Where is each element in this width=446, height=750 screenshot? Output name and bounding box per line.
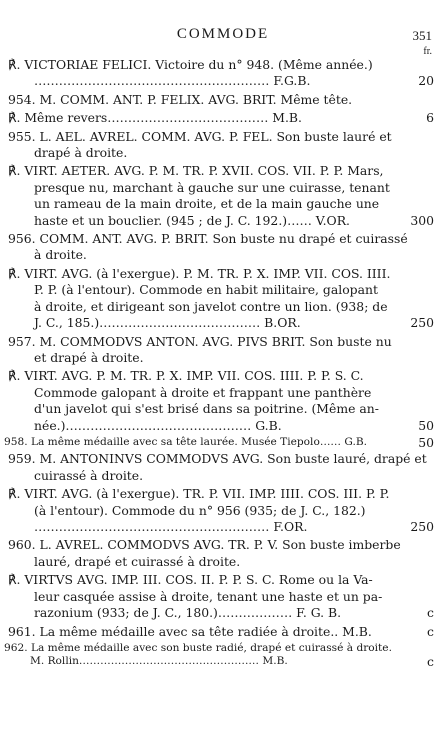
catalogue-entry <box>0 436 446 450</box>
price-value: 20 <box>418 73 434 89</box>
entry-text-line: (à l'entour). Commode du n° 956 (935; de J. C., 182.) <box>34 502 366 518</box>
entry-text-line: 962. La même médaille avec son buste radié, drapé et cuirassé à droite. <box>4 641 392 654</box>
catalogue-entries <box>0 55 446 669</box>
price-value: c <box>427 654 434 670</box>
entry-text-line: ℟. VIRTVS AVG. IMP. III. COS. II. P. P. S. C. Rome ou la Va- <box>8 572 373 588</box>
entry-text-line: drapé à droite. <box>34 145 128 161</box>
entry-text-line: Commode galopant à droite et frappant une panthère <box>34 384 372 400</box>
running-header <box>0 26 446 46</box>
catalogue-entry <box>0 642 446 669</box>
entry-text-line: ………………………………………………… F.G.B. <box>34 73 311 89</box>
entry-text-line: 958. La même médaille avec sa tête laurée. Musée Tiepolo…… G.B. <box>4 435 367 448</box>
entry-text-line: d'un javelot qui s'est brisé dans sa poitrine. (Même an- <box>34 401 379 417</box>
entry-text-line: leur casquée assise à droite, tenant une haste et un pa- <box>34 588 383 604</box>
price-value: 250 <box>410 519 434 535</box>
catalogue-entry <box>0 537 446 570</box>
entry-text-line: J. C., 185.)………………………………… B.OR. <box>34 315 301 331</box>
entry-text-line: 959. M. ANTONINVS COMMODVS AVG. Son buste lauré, drapé et <box>8 451 427 467</box>
entry-text-line: razonium (933; de J. C., 180.)……………… F. G. B. <box>34 605 342 621</box>
entry-text-line: 957. M. COMMODVS ANTON. AVG. PIVS BRIT. Son buste nu <box>8 333 392 349</box>
catalogue-entry <box>0 368 446 434</box>
catalogue-entry <box>0 110 446 126</box>
catalogue-entry <box>0 129 446 162</box>
entry-text-line: 960. L. AVREL. COMMODVS AVG. TR. P. V. Son buste imberbe <box>8 537 401 553</box>
price-value: c <box>427 623 434 639</box>
entry-text-line: cuirassé à droite. <box>34 467 144 483</box>
page-title: COMMODE <box>176 26 270 42</box>
entry-text-line: haste et un bouclier. (945 ; de J. C. 192.)…… V.OR. <box>34 212 350 228</box>
price-value: c <box>427 605 434 621</box>
entry-text-line: 956. COMM. ANT. AVG. P. BRIT. Son buste nu drapé et cuirassé <box>8 231 408 247</box>
entry-text-line: 961. La même médaille avec sa tête radiée à droite.. M.B. <box>8 623 372 639</box>
entry-text-line: et drapé à droite. <box>34 349 144 365</box>
entry-text-line: ℟. VIRT. AVG. (à l'exergue). TR. P. VII. IMP. IIII. COS. III. P. P. <box>8 486 390 502</box>
catalogue-entry <box>0 231 446 264</box>
catalogue-entry <box>0 451 446 484</box>
entry-text-line: un rameau de la main droite, et de la main gauche une <box>34 196 380 212</box>
entry-text-line: à droite. <box>34 247 87 263</box>
catalogue-entry <box>0 334 446 367</box>
price-value: 50 <box>418 417 434 433</box>
catalogue-entry <box>0 486 446 535</box>
price-value: 6 <box>426 110 434 126</box>
entry-text-line: ℟. Même revers………………………………… M.B. <box>8 110 302 126</box>
entry-text-line: à droite, et dirigeant son javelot contre un lion. (938; de <box>34 298 388 314</box>
price-column-label: fr. <box>423 46 432 57</box>
entry-text-line: née.)……………………………………… G.B. <box>34 417 282 433</box>
catalogue-entry <box>0 57 446 90</box>
price-value: 300 <box>410 212 434 228</box>
entry-text-line: presque nu, marchant à gauche sur une cuirasse, tenant <box>34 179 390 195</box>
entry-text-line: ………………………………………………… F.OR. <box>34 519 308 535</box>
catalogue-entry <box>0 163 446 229</box>
entry-text-line: ℟. VICTORIAE FELICI. Victoire du n° 948. (Même année.) <box>8 57 373 72</box>
entry-text-line: 955. L. AEL. AVREL. COMM. AVG. P. FEL. Son buste lauré et <box>8 128 392 144</box>
page-number: 351 <box>412 28 432 43</box>
entry-text-line: lauré, drapé et cuirassé à droite. <box>34 553 241 569</box>
catalogue-entry <box>0 624 446 640</box>
entry-text-line: ℟. VIRT. AVG. (à l'exergue). P. M. TR. P. X. IMP. VII. COS. IIII. <box>8 265 391 281</box>
entry-text-line: ℟. VIRT. AETER. AVG. P. M. TR. P. XVII. COS. VII. P. P. Mars, <box>8 163 384 179</box>
catalogue-entry <box>0 266 446 332</box>
catalogue-entry <box>0 92 446 108</box>
price-value: 50 <box>418 434 434 450</box>
entry-text-line: ℟. VIRT. AVG. P. M. TR. P. X. IMP. VII. COS. IIII. P. P. S. C. <box>8 368 364 384</box>
entry-text-line: P. P. (à l'entour). Commode en habit militaire, galopant <box>34 282 378 298</box>
catalogue-entry <box>0 572 446 621</box>
entry-text-line: 954. M. COMM. ANT. P. FELIX. AVG. BRIT. Même tête. <box>8 91 353 107</box>
entry-text-line: M. Rollin…………………………………………… M.B. <box>30 655 288 668</box>
price-value: 250 <box>410 315 434 331</box>
